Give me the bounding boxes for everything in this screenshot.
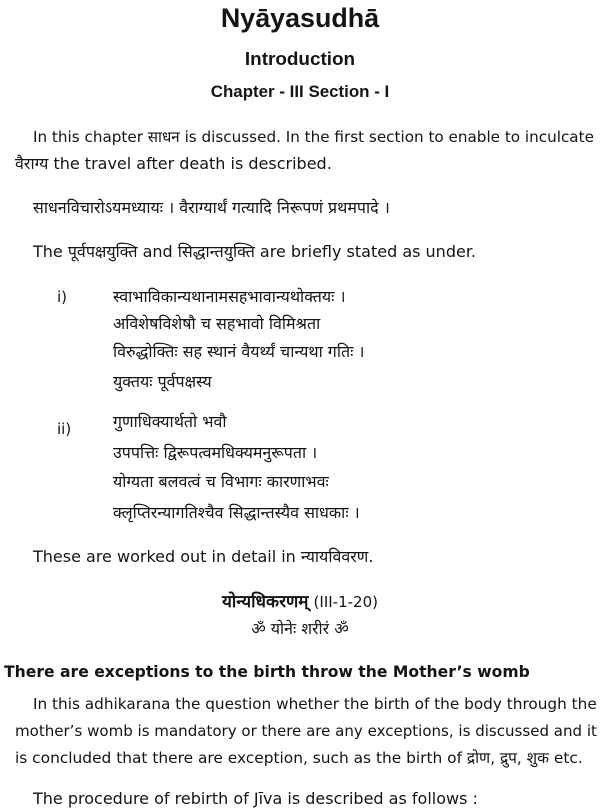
verse-line: उपपत्तिः द्विरूपत्वमधिक्यमनुरूपता । xyxy=(113,443,318,462)
sutra-line: ॐ योनेः शरीरं ॐ xyxy=(251,619,349,638)
verse-line: गुणाधिक्यार्थतो भवौ xyxy=(113,412,227,431)
list-marker: i) xyxy=(57,288,68,306)
adhikarana-ref: (III-1-20) xyxy=(313,593,378,611)
adhikarana-name: योन्यधिकरणम् xyxy=(222,592,309,612)
page-title: Nyāyasudhā xyxy=(220,3,380,33)
adhikarana-title xyxy=(0,592,600,612)
list-marker: ii) xyxy=(57,420,72,438)
sanskrit-verse: साधनविचारोऽयमध्यायः । वैराग्यार्थं गत्यादि निरूपणं प्रथमपादे । xyxy=(33,198,390,217)
paragraph-line: In this chapter साधन is discussed. In the first section to enable to inculcate xyxy=(33,128,594,146)
paragraph-line: In this adhikarana the question whether the birth of the body through the xyxy=(33,695,597,713)
verse-line: योग्यता बलवत्वं च विभागः कारणाभवः xyxy=(113,472,329,491)
paragraph-line: वैराग्य the travel after death is described. xyxy=(15,154,332,173)
section-subtitle: Introduction xyxy=(244,49,356,70)
section-heading: There are exceptions to the birth throw the Mother’s womb xyxy=(4,663,530,681)
verse-line: क्लृप्तिरन्यागतिश्चैव सिद्धान्तस्यैव साधकाः । xyxy=(113,503,360,522)
verse-line: स्वाभाविकान्यथानामसहभावान्यथोक्तयः । xyxy=(113,287,346,306)
verse-line: युक्तयः पूर्वपक्षस्य xyxy=(113,372,212,391)
paragraph-line: These are worked out in detail in न्यायविवरण. xyxy=(33,547,374,566)
paragraph-line: mother’s womb is mandatory or there are any exceptions, is discussed and it xyxy=(15,722,597,740)
paragraph-line: The पूर्वपक्षयुक्ति and सिद्धान्तयुक्ति are briefly stated as under. xyxy=(33,242,477,261)
verse-line: विरुद्धोक्तिः सह स्थानं वैयर्थ्यं चान्यथा गतिः । xyxy=(113,342,365,361)
verse-line: अविशेषविशेषौ च सहभावो विमिश्रता xyxy=(113,314,321,333)
paragraph-line: The procedure of rebirth of Jīva is described as follows : xyxy=(33,789,478,808)
chapter-heading: Chapter - III Section - I xyxy=(210,82,390,101)
paragraph-line: is concluded that there are exception, such as the birth of द्रोण, द्रुप, शुक etc. xyxy=(15,749,583,767)
